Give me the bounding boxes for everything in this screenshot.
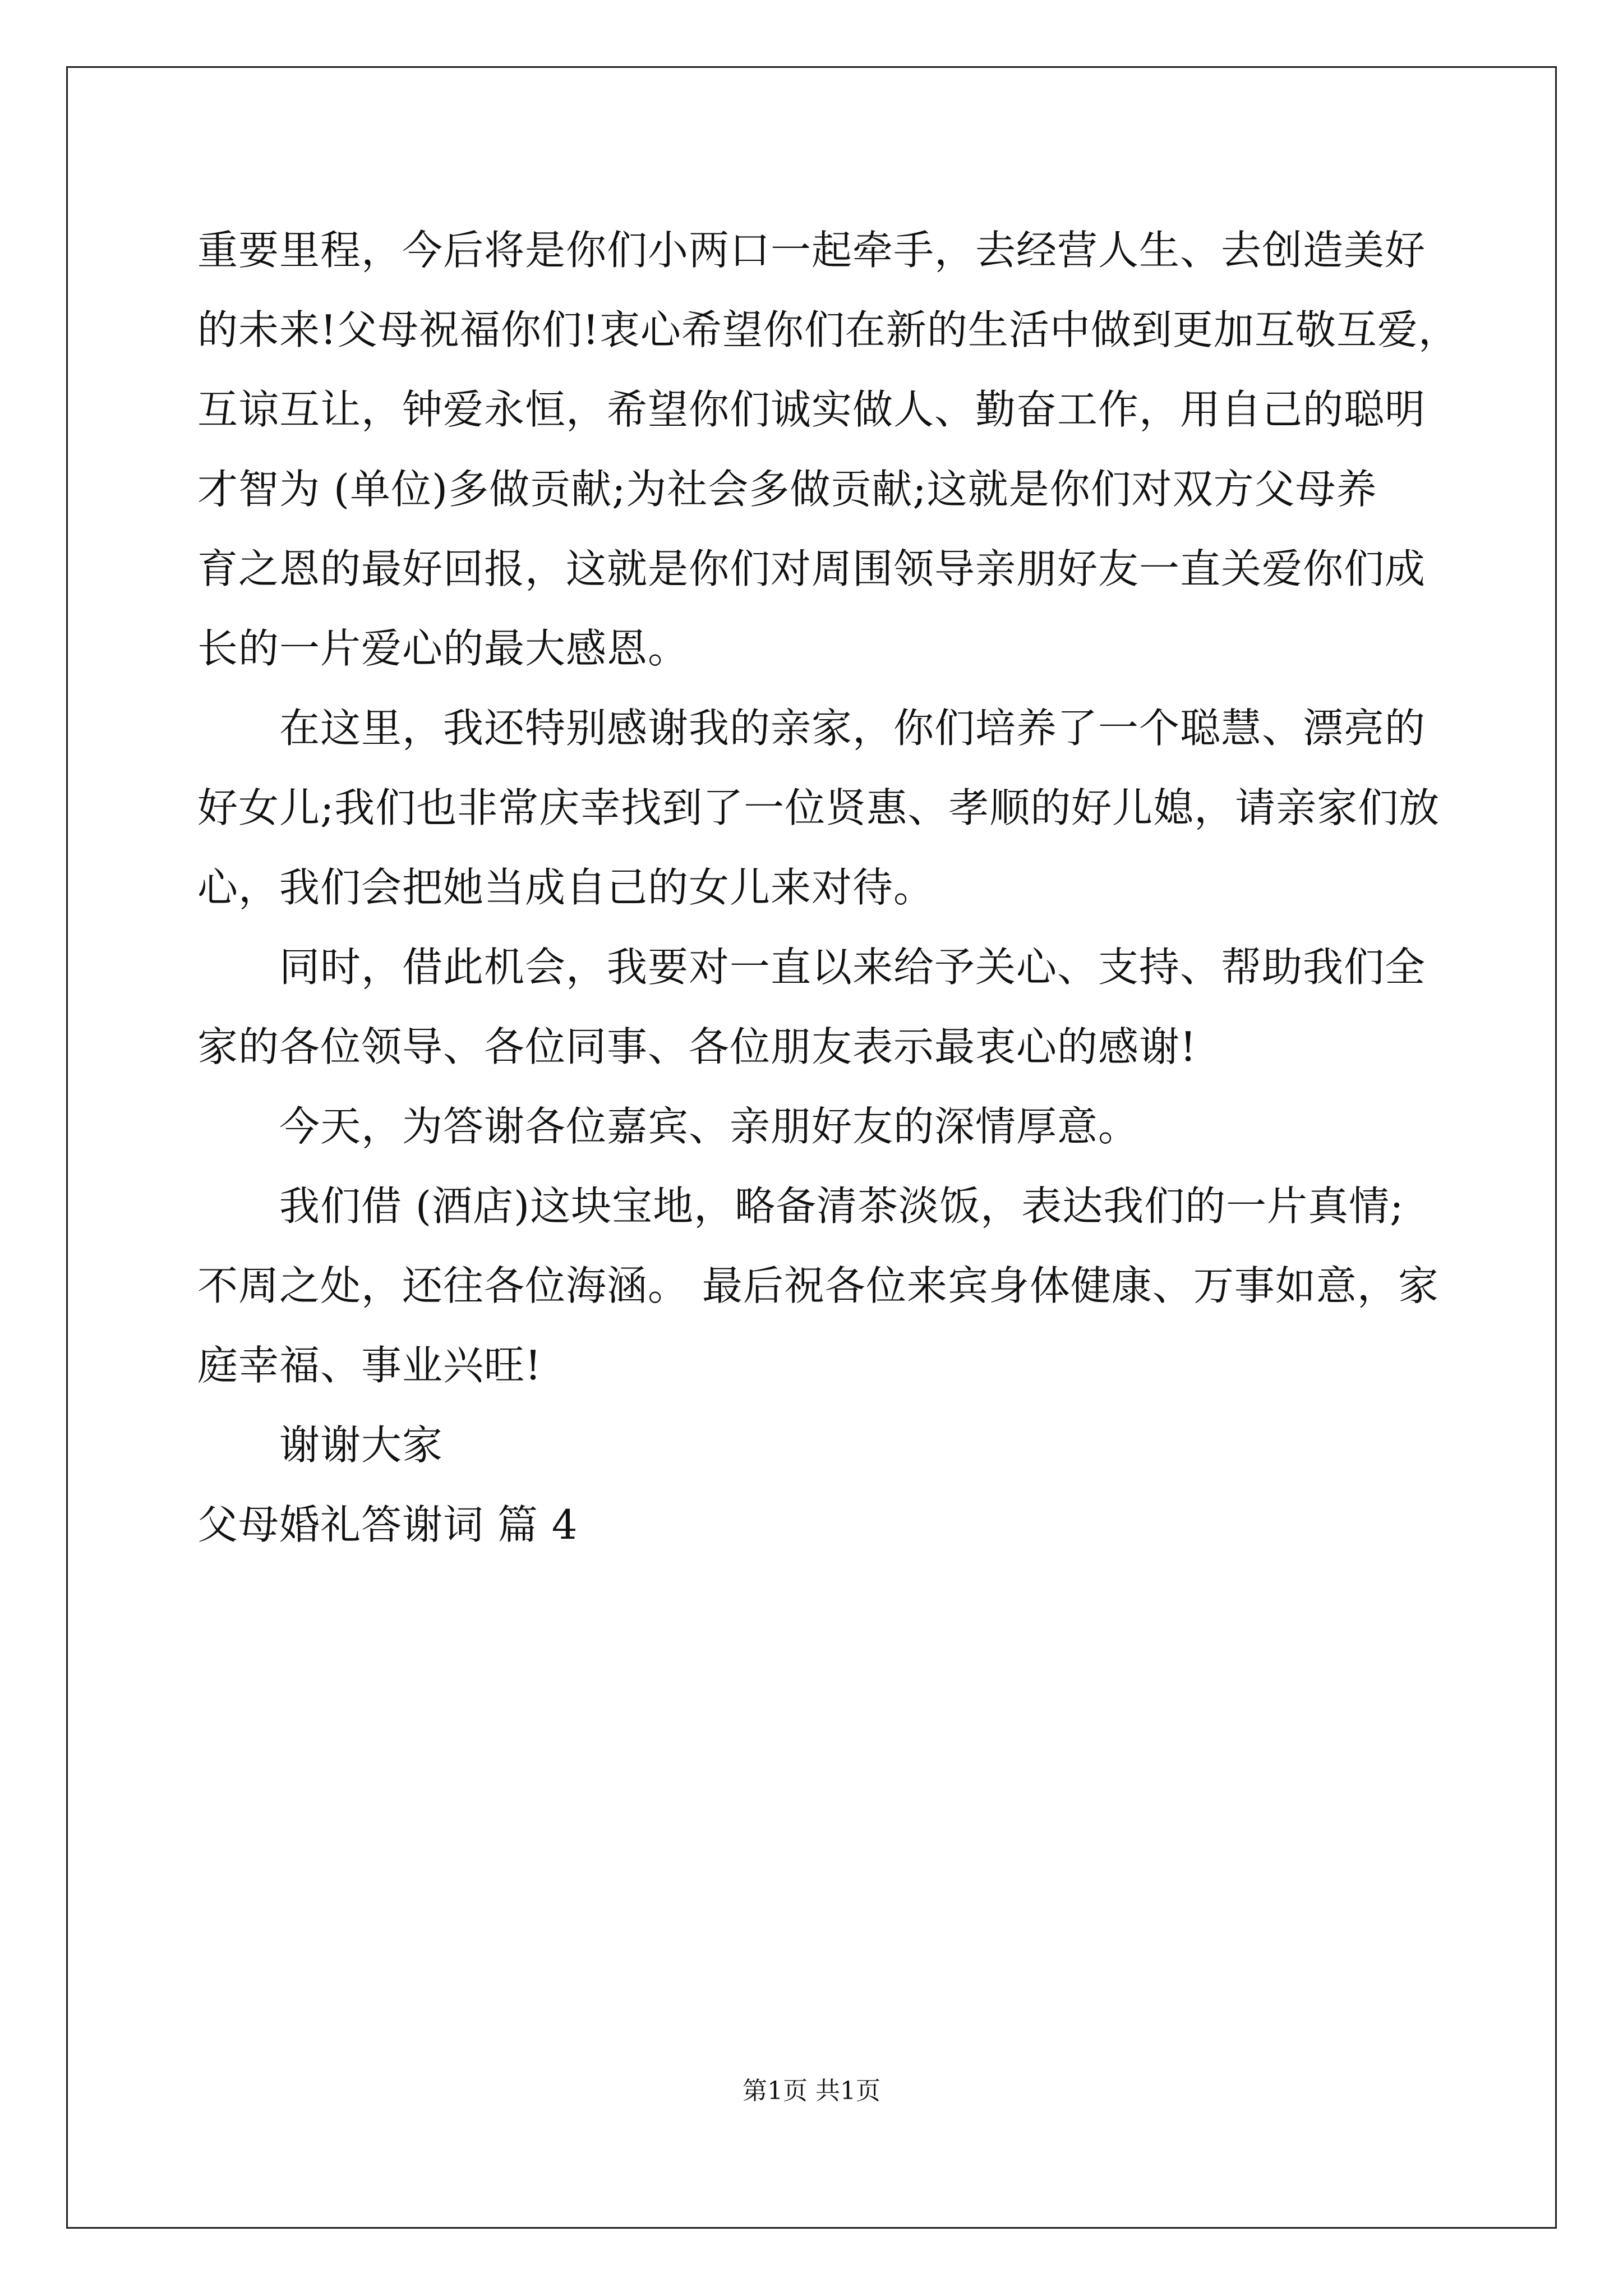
text-line: 好女儿;我们也非常庆幸找到了一位贤惠、孝顺的好儿媳，请亲家们放 [197,784,1440,831]
text-line: 在这里，我还特别感谢我的亲家，你们培养了一个聪慧、漂亮的 [279,705,1426,752]
text-line: 才智为 (单位)多做贡献;为社会多做贡献;这就是你们对双方父母养 [197,466,1377,513]
text-line: 家的各位领导、各位同事、各位朋友表示最衷心的感谢! [197,1023,1197,1070]
text-line: 长的一片爱心的最大感恩。 [197,625,689,672]
text-line: 同时，借此机会，我要对一直以来给予关心、支持、帮助我们全 [279,944,1426,991]
text-line: 不周之处，还往各位海涵。 最后祝各位来宾身体健康、万事如意，家 [197,1262,1439,1309]
text-line: 庭幸福、事业兴旺! [197,1342,542,1389]
page-footer: 第1页 共1页 [743,2077,880,2105]
text-line: 的未来!父母祝福你们!衷心希望你们在新的生活中做到更加互敬互爱， [197,306,1459,353]
text-line: 心，我们会把她当成自己的女儿来对待。 [197,864,935,911]
text-line: 谢谢大家 [279,1421,444,1469]
text-line: 今天，为答谢各位嘉宾、亲朋好友的深情厚意。 [279,1103,1140,1150]
text-line: 重要里程，今后将是你们小两口一起牵手，去经营人生、去创造美好 [197,227,1426,274]
section-heading: 父母婚礼答谢词 篇 4 [197,1501,578,1548]
text-line: 育之恩的最好回报，这就是你们对周围领导亲朋好友一直关爱你们成 [197,545,1426,592]
text-line: 我们借 (酒店)这块宝地，略备清茶淡饭，表达我们的一片真情; [279,1182,1404,1230]
text-line: 互谅互让，钟爱永恒，希望你们诚实做人、勤奋工作，用自己的聪明 [197,386,1426,433]
